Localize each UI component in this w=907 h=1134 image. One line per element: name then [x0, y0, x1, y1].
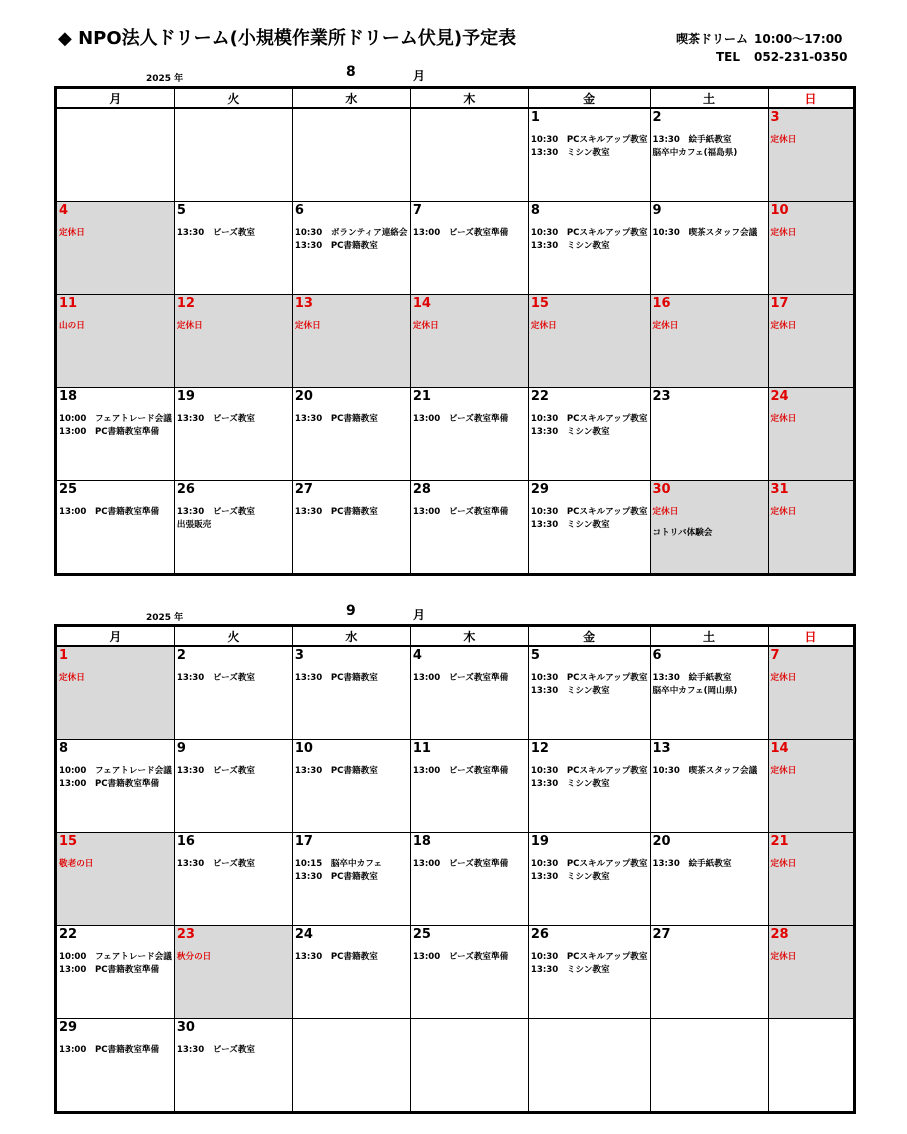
event-item: 13:30 ビーズ教室 — [176, 228, 256, 238]
day-cell — [174, 388, 292, 481]
weekday-header: 土 — [650, 88, 768, 109]
day-cell — [56, 833, 175, 926]
day-cell — [292, 1019, 410, 1113]
day-cell — [768, 295, 854, 388]
day-number: 21 — [412, 389, 431, 404]
day-cell — [410, 388, 528, 481]
day-number: 14 — [412, 296, 431, 311]
day-cell — [174, 295, 292, 388]
weekday-header: 火 — [174, 626, 292, 647]
day-number: 27 — [652, 927, 671, 942]
day-cell — [292, 202, 410, 295]
day-cell — [56, 926, 175, 1019]
september-calendar — [54, 624, 856, 1114]
day-number: 19 — [176, 389, 195, 404]
day-number: 3 — [294, 648, 304, 663]
day-cell — [528, 926, 650, 1019]
event-item: 13:00 PC書籍教室準備 — [59, 427, 160, 437]
event-item: 13:30 絵手紙教室 — [652, 673, 732, 683]
day-cell — [174, 740, 292, 833]
holiday-label: 定休日 — [770, 414, 797, 424]
day-cell — [292, 926, 410, 1019]
event-item: 13:30 ミシン教室 — [530, 427, 610, 437]
day-number: 7 — [770, 648, 780, 663]
day-cell — [528, 295, 650, 388]
day-cell — [56, 388, 175, 481]
event-item: 13:00 PC書籍教室準備 — [59, 507, 160, 517]
day-number: 5 — [176, 203, 186, 218]
day-number: 15 — [530, 296, 549, 311]
weekday-header: 月 — [56, 88, 175, 109]
holiday-label: 定休日 — [770, 321, 797, 331]
week-row — [56, 740, 855, 833]
day-number: 29 — [530, 482, 549, 497]
holiday-label: 定休日 — [770, 228, 797, 238]
event-item: 10:30 PCスキルアップ教室 — [530, 135, 648, 145]
day-cell — [292, 108, 410, 202]
weekday-header: 日 — [768, 88, 854, 109]
event-item: 13:30 PC書籍教室 — [294, 507, 378, 517]
event-item: 13:30 ミシン教室 — [530, 241, 610, 251]
event-item: 13:30 ミシン教室 — [530, 148, 610, 158]
event-item: 10:30 PCスキルアップ教室 — [530, 952, 648, 962]
day-cell — [768, 833, 854, 926]
day-number: 28 — [770, 927, 789, 942]
day-cell — [174, 1019, 292, 1113]
day-number: 2 — [176, 648, 186, 663]
day-number: 16 — [176, 834, 195, 849]
event-item: 13:00 ビーズ教室準備 — [412, 414, 509, 424]
event-item: 13:30 PC書籍教室 — [294, 414, 378, 424]
event-item: 10:30 喫茶スタッフ会議 — [652, 766, 758, 776]
day-number: 27 — [294, 482, 313, 497]
event-item: 10:00 フェアトレード会議 — [59, 766, 172, 776]
event-item: 10:30 PCスキルアップ教室 — [530, 673, 648, 683]
day-number: 25 — [412, 927, 431, 942]
week-row — [56, 833, 855, 926]
week-row — [56, 481, 855, 575]
day-number: 1 — [59, 648, 69, 663]
day-cell — [650, 646, 768, 740]
day-number: 17 — [770, 296, 789, 311]
day-number: 31 — [770, 482, 789, 497]
day-number: 11 — [412, 741, 431, 756]
day-number — [413, 1020, 526, 1040]
day-number: 18 — [412, 834, 431, 849]
day-number: 12 — [176, 296, 195, 311]
day-cell — [410, 295, 528, 388]
day-cell — [768, 108, 854, 202]
day-number: 9 — [652, 203, 662, 218]
day-cell — [56, 481, 175, 575]
day-cell — [174, 926, 292, 1019]
day-cell — [650, 108, 768, 202]
day-number: 9 — [176, 741, 186, 756]
shop-tel-row — [676, 48, 847, 66]
event-item: 10:30 PCスキルアップ教室 — [530, 228, 648, 238]
weekday-header: 木 — [410, 626, 528, 647]
day-number: 26 — [530, 927, 549, 942]
weekday-header: 土 — [650, 626, 768, 647]
day-cell — [768, 202, 854, 295]
day-cell — [292, 295, 410, 388]
day-cell — [410, 481, 528, 575]
event-item: 出張販売 — [176, 520, 212, 530]
day-cell — [410, 740, 528, 833]
page-title: ◆ NPO法人ドリーム(小規模作業所ドリーム伏見)予定表 — [58, 28, 517, 49]
day-cell — [56, 740, 175, 833]
day-number: 28 — [412, 482, 431, 497]
event-item: 13:00 ビーズ教室準備 — [412, 952, 509, 962]
day-cell — [410, 202, 528, 295]
holiday-label: 定休日 — [770, 673, 797, 683]
weekday-header: 金 — [528, 626, 650, 647]
day-number: 16 — [652, 296, 671, 311]
day-number: 20 — [294, 389, 313, 404]
day-number: 3 — [770, 110, 780, 125]
shop-hours: 10:00～17:00 — [754, 32, 843, 46]
day-cell — [768, 740, 854, 833]
day-number — [295, 110, 408, 130]
day-cell — [410, 1019, 528, 1113]
day-cell — [292, 646, 410, 740]
day-number: 23 — [176, 927, 195, 942]
day-cell — [650, 295, 768, 388]
day-cell — [528, 1019, 650, 1113]
holiday-label: 山の日 — [59, 321, 85, 331]
day-cell — [528, 202, 650, 295]
holiday-label: 定休日 — [294, 321, 321, 331]
day-number: 30 — [652, 482, 671, 497]
day-cell — [174, 833, 292, 926]
holiday-label: 定休日 — [530, 321, 557, 331]
holiday-label: 定休日 — [412, 321, 439, 331]
day-number: 23 — [652, 389, 671, 404]
holiday-label: 定休日 — [59, 228, 85, 238]
day-cell — [292, 481, 410, 575]
day-number — [413, 110, 526, 130]
day-cell — [528, 388, 650, 481]
event-item: 脳卒中カフェ(岡山県) — [652, 686, 738, 696]
day-cell — [410, 646, 528, 740]
day-cell — [56, 108, 175, 202]
holiday-label: 定休日 — [652, 507, 679, 517]
weekday-header-row — [56, 88, 855, 109]
day-number — [531, 1020, 648, 1040]
day-number: 8 — [530, 203, 540, 218]
day-number: 15 — [59, 834, 78, 849]
event-item: 13:30 ミシン教室 — [530, 872, 610, 882]
event-item: 13:30 PC書籍教室 — [294, 673, 378, 683]
day-cell — [174, 202, 292, 295]
event-item: 10:15 脳卒中カフェ — [294, 859, 382, 869]
day-number: 13 — [652, 741, 671, 756]
day-number: 20 — [652, 834, 671, 849]
day-number: 6 — [652, 648, 662, 663]
day-cell — [768, 926, 854, 1019]
weekday-header: 月 — [56, 626, 175, 647]
day-cell — [292, 833, 410, 926]
day-cell — [174, 481, 292, 575]
tel-label: TEL — [716, 50, 741, 64]
event-item: 10:30 PCスキルアップ教室 — [530, 766, 648, 776]
holiday-label: 定休日 — [59, 673, 85, 683]
day-cell — [768, 388, 854, 481]
day-cell — [650, 740, 768, 833]
event-item: 脳卒中カフェ(福島県) — [652, 148, 738, 158]
event-item: 13:00 PC書籍教室準備 — [59, 965, 160, 975]
day-number: 8 — [59, 741, 69, 756]
event-item: 10:00 フェアトレード会議 — [59, 414, 172, 424]
tel-number: 052-231-0350 — [754, 50, 848, 64]
event-item: 10:30 PCスキルアップ教室 — [530, 507, 648, 517]
day-cell — [528, 833, 650, 926]
week-row — [56, 646, 855, 740]
day-number: 14 — [770, 741, 789, 756]
day-number: 19 — [530, 834, 549, 849]
day-number: 21 — [770, 834, 789, 849]
day-number: 22 — [530, 389, 549, 404]
day-number: 12 — [530, 741, 549, 756]
day-cell — [56, 295, 175, 388]
event-item: 13:30 ビーズ教室 — [176, 766, 256, 776]
day-cell — [650, 202, 768, 295]
day-cell — [528, 740, 650, 833]
day-number: 13 — [294, 296, 313, 311]
holiday-label: 定休日 — [770, 135, 797, 145]
day-number — [295, 1020, 408, 1040]
day-cell — [292, 740, 410, 833]
day-cell — [650, 833, 768, 926]
day-cell — [528, 481, 650, 575]
event-item: 13:30 ビーズ教室 — [176, 507, 256, 517]
shop-hours-row — [676, 30, 847, 48]
weekday-header: 水 — [292, 626, 410, 647]
day-cell — [650, 926, 768, 1019]
week-row — [56, 388, 855, 481]
event-item: 13:00 PC書籍教室準備 — [59, 1045, 160, 1055]
weekday-header: 日 — [768, 626, 854, 647]
day-number: 25 — [59, 482, 78, 497]
holiday-label: 定休日 — [770, 952, 797, 962]
event-item: 13:30 PC書籍教室 — [294, 241, 378, 251]
event-item: 13:00 PC書籍教室準備 — [59, 779, 160, 789]
event-item: 13:00 ビーズ教室準備 — [412, 228, 509, 238]
day-cell — [528, 646, 650, 740]
day-number: 4 — [412, 648, 422, 663]
week-row — [56, 926, 855, 1019]
week-row — [56, 108, 855, 202]
holiday-label: 定休日 — [770, 507, 797, 517]
day-cell — [410, 833, 528, 926]
holiday-label: 定休日 — [176, 321, 203, 331]
event-item: 10:30 PCスキルアップ教室 — [530, 859, 648, 869]
day-number: 4 — [59, 203, 69, 218]
day-cell — [410, 108, 528, 202]
event-item: 13:30 PC書籍教室 — [294, 766, 378, 776]
day-cell — [174, 646, 292, 740]
day-number: 5 — [530, 648, 540, 663]
week-row — [56, 1019, 855, 1113]
day-cell — [56, 646, 175, 740]
day-number: 10 — [770, 203, 789, 218]
august-month-char: 月 — [413, 69, 426, 83]
event-item: 13:30 ビーズ教室 — [176, 673, 256, 683]
day-cell — [528, 108, 650, 202]
day-number: 24 — [770, 389, 789, 404]
day-number: 30 — [176, 1020, 195, 1035]
day-number — [177, 110, 290, 130]
weekday-header: 木 — [410, 88, 528, 109]
holiday-label: 定休日 — [770, 859, 797, 869]
shop-info — [676, 30, 847, 66]
september-year: 2025 年 — [146, 613, 184, 623]
event-item: 10:30 喫茶スタッフ会議 — [652, 228, 758, 238]
day-number: 17 — [294, 834, 313, 849]
week-row — [56, 202, 855, 295]
event-item: 10:00 フェアトレード会議 — [59, 952, 172, 962]
shop-name: 喫茶ドリーム — [676, 32, 749, 46]
weekday-header: 水 — [292, 88, 410, 109]
day-number: 1 — [530, 110, 540, 125]
weekday-header-row — [56, 626, 855, 647]
event-item: 13:30 絵手紙教室 — [652, 135, 732, 145]
august-year: 2025 年 — [146, 74, 184, 84]
event-item: 10:30 ボランティア連絡会 — [294, 228, 408, 238]
event-item: 13:30 ビーズ教室 — [176, 859, 256, 869]
event-item: 13:30 PC書籍教室 — [294, 952, 378, 962]
weekday-header: 金 — [528, 88, 650, 109]
day-number: 2 — [652, 110, 662, 125]
event-item: 13:30 絵手紙教室 — [652, 859, 732, 869]
day-number: 6 — [294, 203, 304, 218]
day-cell — [56, 1019, 175, 1113]
day-number: 26 — [176, 482, 195, 497]
day-cell — [292, 388, 410, 481]
day-cell — [56, 202, 175, 295]
day-cell — [768, 1019, 854, 1113]
day-number: 18 — [59, 389, 78, 404]
event-item: 13:00 ビーズ教室準備 — [412, 673, 509, 683]
holiday-label: 定休日 — [770, 766, 797, 776]
august-month-number: 8 — [346, 64, 356, 80]
event-item: 13:00 ビーズ教室準備 — [412, 766, 509, 776]
day-number: 22 — [59, 927, 78, 942]
september-month-char: 月 — [413, 608, 426, 622]
day-number: 7 — [412, 203, 422, 218]
event-item: 13:30 PC書籍教室 — [294, 872, 378, 882]
day-cell — [410, 926, 528, 1019]
day-number — [59, 110, 172, 130]
holiday-label: 敬老の日 — [59, 859, 94, 869]
event-item: 13:30 ビーズ教室 — [176, 1045, 256, 1055]
day-number: 24 — [294, 927, 313, 942]
day-number: 29 — [59, 1020, 78, 1035]
weekday-header: 火 — [174, 88, 292, 109]
holiday-label: 定休日 — [652, 321, 679, 331]
event-item: コトリバ体験会 — [652, 528, 713, 538]
day-number — [771, 1020, 851, 1040]
event-item: 13:30 ビーズ教室 — [176, 414, 256, 424]
week-row — [56, 295, 855, 388]
day-number — [653, 1020, 766, 1040]
day-cell — [768, 646, 854, 740]
event-item: 13:30 ミシン教室 — [530, 965, 610, 975]
day-cell — [650, 1019, 768, 1113]
day-number: 11 — [59, 296, 78, 311]
event-item: 13:30 ミシン教室 — [530, 686, 610, 696]
event-item: 13:00 ビーズ教室準備 — [412, 507, 509, 517]
holiday-label: 秋分の日 — [176, 952, 212, 962]
august-calendar — [54, 86, 856, 576]
day-cell — [650, 388, 768, 481]
day-number: 10 — [294, 741, 313, 756]
day-cell — [174, 108, 292, 202]
day-cell — [768, 481, 854, 575]
event-item: 13:00 ビーズ教室準備 — [412, 859, 509, 869]
event-item: 10:30 PCスキルアップ教室 — [530, 414, 648, 424]
day-cell — [650, 481, 768, 575]
event-item: 13:30 ミシン教室 — [530, 520, 610, 530]
event-item: 13:30 ミシン教室 — [530, 779, 610, 789]
september-month-number: 9 — [346, 603, 356, 619]
